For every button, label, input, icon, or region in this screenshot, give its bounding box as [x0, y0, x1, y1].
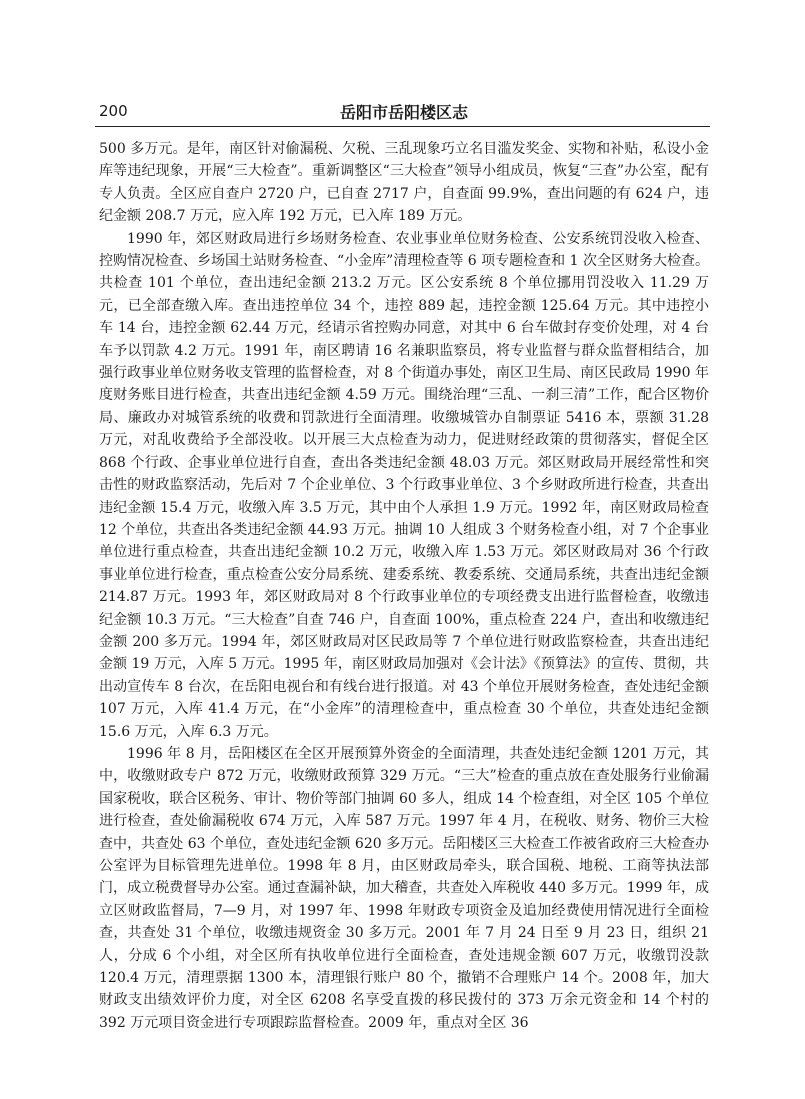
header-rule	[95, 126, 710, 127]
paragraph-1990: 1990 年，郊区财政局进行乡场财务检查、农业事业单位财务检查、公安系统罚没收入检查、控购情况检查、乡场国土站财务检查、“小金库”清理检查等 6 项专题检查和 1 次全区财务大检查。共检查 101 个单位，查出违纪金额 213.2 万元。区公安系统 8 个单位挪用罚没收入 11.29 万元，已全部查缴入库。查出违控单位 34 个，违控 889 起，违控金额 125.64 万元。其中违控小车 14 台，违控金额 62.44 万元，经请示省控购办同意，对其中 6 台车做封存变价处理，对 4 台车予以罚款 4.2 万元。1991 年，南区聘请 16 名兼职监察员，将专业监督与群众监督相结合，加强行政事业单位财务收支管理的监督检查，对 8 个街道办事处，南区卫生局、南区民政局 1990 年度财务账目进行检查，共查出违纪金额 4.59 万元。围绕治理“三乱、一刹三清”工作，配合区物价局、廉政办对城管系统的收费和罚款进行全面清理。收缴城管办自制票证 5416 本，票额 31.28 万元，对乱收费给予全部没收。以开展三大点检查为动力，促进财经政策的贯彻落实，督促全区 868 个行政、企事业单位进行自查，查出各类违纪金额 48.03 万元。郊区财政局开展经常性和突击性的财政监察活动，先后对 7 个企业单位、3 个行政事业单位、3 个乡财政所进行检查，共查出违纪金额 15.4 万元，收缴入库 3.5 万元，其中由个人承担 1.9 万元。1992 年，南区财政局检查 12 个单位，共查出各类违纪金额 44.93 万元。抽调 10 人组成 3 个财务检查小组，对 7 个企事业单位进行重点检查，共查出违纪金额 10.2 万元，收缴入库 1.53 万元。郊区财政局对 36 个行政事业单位进行检查，重点检查公安分局系统、建委系统、教委系统、交通局系统，共查出违纪金额 214.87 万元。1993 年，郊区财政局对 8 个行政事业单位的专项经费支出进行监督检查，收缴违纪金额 10.3 万元。“三大检查”自查 746 户，自查面 100%，重点检查 224 户，查出和收缴违纪金额 200 多万元。1994 年，郊区财政局对区民政局等 7 个单位进行财政监察检查，共查出违纪金额 19 万元，入库 5 万元。1995 年，南区财政局加强对《会计法》《预算法》的宣传、贯彻，共出动宣传车 8 台次，在岳阳电视台和有线台进行报道。对 43 个单位开展财务检查，查处违纪金额 107 万元，入库 41.4 万元，在“小金库”的清理检查中，重点检查 30 个单位，共查处违纪金额 15.6 万元，入库 6.3 万元。	[99, 230, 709, 740]
body-text	[99, 138, 709, 1034]
running-title: 岳阳市岳阳楼区志	[340, 103, 469, 122]
paragraph-continuation: 500 多万元。是年，南区针对偷漏税、欠税、三乱现象巧立名目滥发奖金、实物和补贴，私设小金库等违纪现象，开展“三大检查”。重新调整区“三大检查”领导小组成员，恢复“三查”办公室，配有专人负责。全区应自查户 2720 户，已自查 2717 户，自查面 99.9%，查出问题的有 624 户，违纪金额 208.7 万元，应入库 192 万元，已入库 189 万元。	[99, 141, 709, 225]
paragraph-1996: 1996 年 8 月，岳阳楼区在全区开展预算外资金的全面清理，共查处违纪金额 1201 万元，其中，收缴财政专户 872 万元，收缴财政预算 329 万元。“三大”检查的重点放在查处服务行业偷漏国家税收，联合区税务、审计、物价等部门抽调 60 多人，组成 14 个检查组，对全区 105 个单位进行检查，查处偷漏税收 674 万元，入库 587 万元。1997 年 4 月，在税收、财务、物价三大检查中，共查处 63 个单位，查处违纪金额 620 多万元。岳阳楼区三大检查工作被省政府三大检查办公室评为目标管理先进单位。1998 年 8 月，由区财政局牵头，联合国税、地税、工商等执法部门，成立税费督导办公室。通过查漏补缺，加大稽查，共查处入库税收 440 多万元。1999 年，成立区财政监督局，7—9 月，对 1997 年、1998 年财政专项资金及追加经费使用情况进行全面检查，共查处 31 个单位，收缴违规资金 30 多万元。2001 年 7 月 24 日至 9 月 23 日，组织 21 人，分成 6 个小组，对全区所有执收单位进行全面检查，查处违规金额 607 万元，收缴罚没款 120.4 万元，清理票据 1300 本，清理银行账户 80 个，撤销不合理账户 14 个。2008 年，加大财政支出绩效评价力度，对全区 6208 名享受直拨的移民拨付的 373 万余元资金和 14 个村的 392 万元项目资金进行专项跟踪监督检查。2009 年，重点对全区 36	[99, 745, 709, 1031]
page-header	[95, 100, 710, 126]
page-number: 200	[99, 102, 128, 120]
